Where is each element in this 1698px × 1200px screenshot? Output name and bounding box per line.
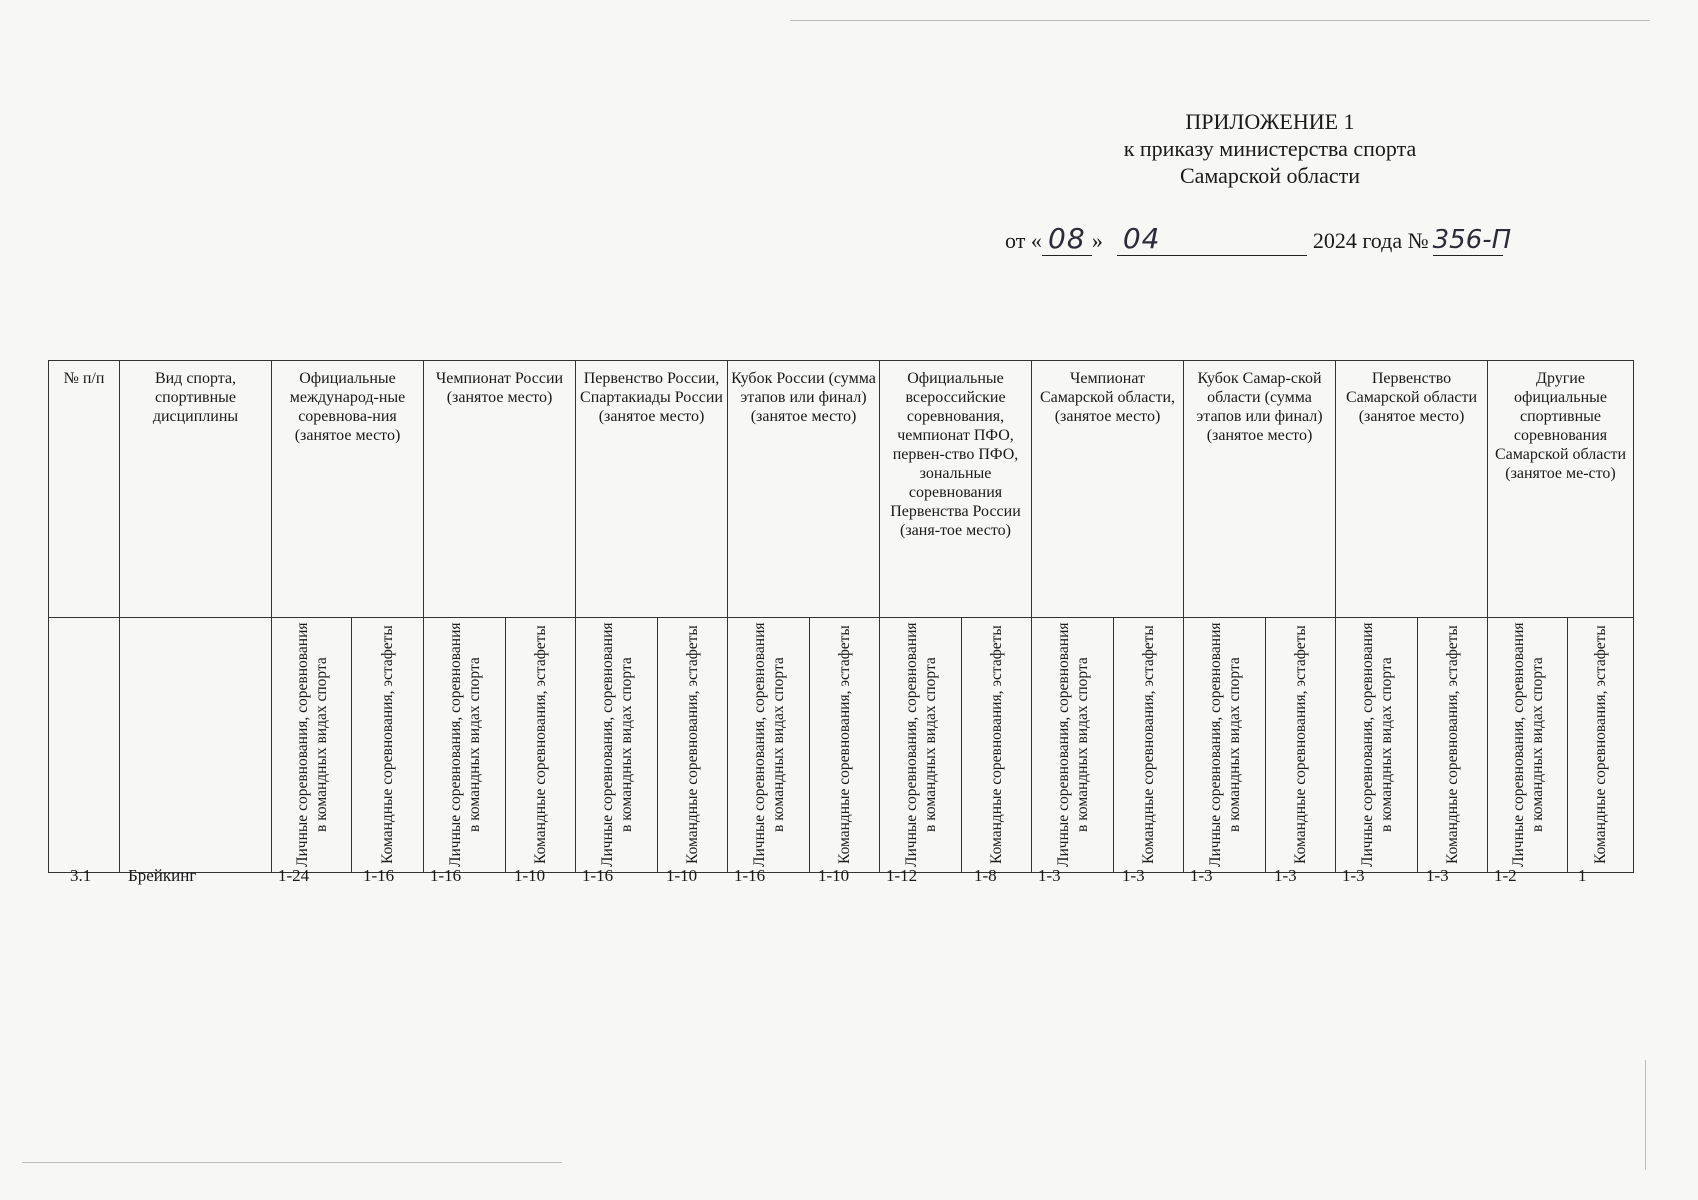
subheader-cell (962, 618, 1032, 873)
sub-team-label: Командные соревнования, эстафеты (1592, 625, 1609, 864)
row-value: 1-16 (582, 866, 614, 885)
row-value: 1-2 (1494, 866, 1517, 885)
order-year-label: 2024 года № (1312, 228, 1429, 253)
row-value: 1-3 (1038, 866, 1061, 885)
order-number: 356-П (1432, 225, 1512, 255)
sub-team-label: Командные соревнования, эстафеты (1444, 625, 1461, 864)
col-other-header: Другие официальные спортивные соревнования Самарской области (занятое ме-сто) (1488, 361, 1634, 618)
row-value: 1-12 (886, 866, 918, 885)
subheader-cell (1336, 618, 1418, 873)
subheader-cell (1266, 618, 1336, 873)
subheader-cell (658, 618, 728, 873)
scan-edge-top (790, 20, 1650, 21)
sub-personal-label: Личные соревнования, соревнования в командных видах спорта (598, 622, 635, 867)
row-value: 1-10 (514, 866, 546, 885)
row-value: 1-3 (1274, 866, 1297, 885)
sub-empty-num (49, 618, 120, 873)
sub-team-label: Командные соревнования, эстафеты (1292, 625, 1309, 864)
row-value: 1-24 (278, 866, 310, 885)
row-value: 1-8 (974, 866, 997, 885)
sub-personal-label: Личные соревнования, соревнования в командных видах спорта (1358, 622, 1395, 867)
appendix-line-3: Самарской области (1179, 163, 1361, 188)
row-value: 1-10 (818, 866, 850, 885)
scan-edge-right (1645, 1060, 1646, 1170)
appendix-line-2: к приказу министерства спорта (1123, 136, 1417, 161)
order-day: 08 (1042, 222, 1092, 256)
col-sport-header: Вид спорта, спортивные дисциплины (120, 361, 272, 618)
row-num: 3.1 (70, 866, 92, 885)
subheader-cell (1184, 618, 1266, 873)
subheader-cell (810, 618, 880, 873)
sub-team-label: Командные соревнования, эстафеты (532, 625, 549, 864)
subheader-cell (352, 618, 424, 873)
sub-personal-label: Личные соревнования, соревнования в командных видах спорта (1054, 622, 1091, 867)
table-subheader-row (49, 618, 1634, 873)
sub-team-label: Командные соревнования, эстафеты (379, 625, 396, 864)
order-month: 04 (1117, 222, 1307, 256)
sub-personal-label: Личные соревнования, соревнования в командных видах спорта (446, 622, 483, 867)
sub-personal-label: Личные соревнования, соревнования в командных видах спорта (750, 622, 787, 867)
sub-personal-label: Личные соревнования, соревнования в командных видах спорта (902, 622, 939, 867)
col-samara-cup-header: Кубок Самар-ской области (сумма этапов или финал) (занятое место) (1184, 361, 1336, 618)
subheader-cell (424, 618, 506, 873)
sub-personal-label: Личные соревнования, соревнования в командных видах спорта (1509, 622, 1546, 867)
col-russia-cup-header: Кубок России (сумма этапов или финал) (занятое место) (728, 361, 880, 618)
sub-personal-label: Личные соревнования, соревнования в командных видах спорта (293, 622, 330, 867)
row-value: 1-3 (1122, 866, 1145, 885)
order-date-line (1005, 222, 1512, 256)
sports-table (48, 360, 1634, 873)
order-mid: » (1091, 228, 1103, 253)
row-sport: Брейкинг (128, 866, 197, 885)
sub-empty-sport (120, 618, 272, 873)
row-value: 1-3 (1426, 866, 1449, 885)
col-russia-youth-header: Первенство России, Спартакиады России (занятое место) (576, 361, 728, 618)
col-russia-championship-header: Чемпионат России (занятое место) (424, 361, 576, 618)
subheader-cell (1032, 618, 1114, 873)
sub-personal-label: Личные соревнования, соревнования в командных видах спорта (1206, 622, 1243, 867)
appendix-header (1060, 108, 1480, 189)
sub-team-label: Командные соревнования, эстафеты (1140, 625, 1157, 864)
subheader-cell (1568, 618, 1634, 873)
row-value: 1-16 (734, 866, 766, 885)
table-header-row (49, 361, 1634, 618)
col-samara-youth-header: Первенство Самарской области (занятое место) (1336, 361, 1488, 618)
subheader-cell (272, 618, 352, 873)
col-num-header: № п/п (49, 361, 120, 618)
appendix-title: ПРИЛОЖЕНИЕ 1 (1185, 109, 1355, 134)
subheader-cell (1488, 618, 1568, 873)
sub-team-label: Командные соревнования, эстафеты (684, 625, 701, 864)
row-value: 1-16 (363, 866, 395, 885)
row-value: 1-16 (430, 866, 462, 885)
col-samara-championship-header: Чемпионат Самарской области, (занятое место) (1032, 361, 1184, 618)
sub-team-label: Командные соревнования, эстафеты (988, 625, 1005, 864)
order-prefix: от « (1005, 228, 1042, 253)
row-value: 1 (1578, 866, 1587, 885)
row-value: 1-3 (1190, 866, 1213, 885)
sub-team-label: Командные соревнования, эстафеты (836, 625, 853, 864)
subheader-cell (576, 618, 658, 873)
subheader-cell (728, 618, 810, 873)
col-international-header: Официальные международ-ные соревнова-ния (занятое место) (272, 361, 424, 618)
row-value: 1-3 (1342, 866, 1365, 885)
subheader-cell (1114, 618, 1184, 873)
subheader-cell (1418, 618, 1488, 873)
subheader-cell (506, 618, 576, 873)
scan-edge-bottom (22, 1162, 562, 1163)
subheader-cell (880, 618, 962, 873)
row-value: 1-10 (666, 866, 698, 885)
col-all-russian-header: Официальные всероссийские соревнования, чемпионат ПФО, первен-ство ПФО, зональные соревнования Первенства России (заня-тое место) (880, 361, 1032, 618)
